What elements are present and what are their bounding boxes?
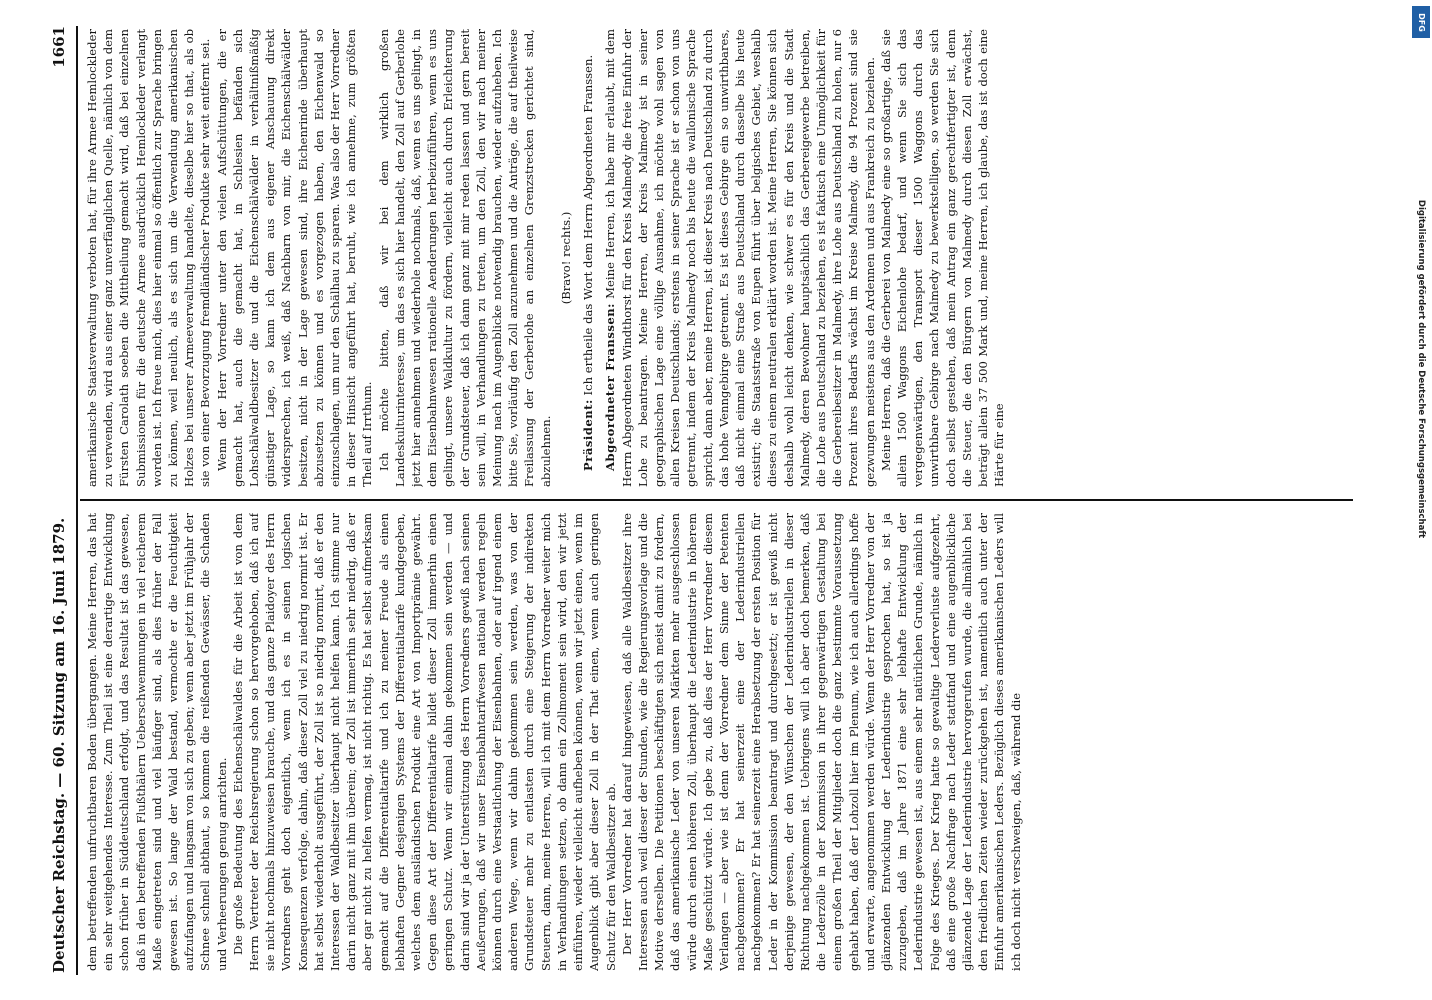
running-header: Deutscher Reichstag. — 60. Sitzung am 16. Juni 1879. (50, 517, 68, 973)
president-text: Ich ertheile das Wort dem Herrn Abgeordneten Franssen. (581, 54, 596, 396)
paragraph: Ich möchte bitten, daß wir bei dem wirklich großen Landeskulturinteresse, um das es sich hier handelt, den Zoll auf Gerberlohe jetzt hier annehmen und wiederhole nochmals, daß, wenn es uns gelingt, in dem Eisenbahnwesen rationelle Aenderungen herbeizuführen, wenn es uns gelingt, unsere Waldkultur zu fördern, vielleicht auch durch Erleichterung der Grundsteuer, daß ich dann ganz mit mir reden lassen und gern bereit sein will, in Verhandlungen zu treten, um den Zoll, den wir nach meiner Meinung nach im Augenblicke notwendig brauchen, wieder aufzuheben. Ich bitte Sie, vorläufig den Zoll anzunehmen und die Anträge, die auf theilweise Freilassung der Gerberlohe an einzelnen Grenzstrecken gerichtet sind, abzulehnen. (376, 29, 553, 487)
franssen-speaker-label: Abgeordneter Franssen: (603, 303, 618, 471)
column-divider (80, 499, 1353, 501)
paragraph: Die große Bedeutung des Eichenschälwaldes für die Arbeit ist von dem Herrn Vertreter der Reichsregierung schon so hervorgehoben, daß ich auf sie nicht nochmals hinzuweisen brauche, und das ganze Plaidoyer des Herrn Vorredners geht doch eigentlich, wenn ich es in seinen logischen Konsequenzen verfolge, dahin, daß dieser Zoll viel zu niedrig normirt ist. Er hat selbst wiederholt ausgeführt, der Zoll ist so niedrig normirt, daß er den Interessen der Waldbesitzer überhaupt nicht helfen kann. Ich stimme nur darin nicht ganz mit ihm überein; der Zoll ist immerhin sehr niedrig, daß er aber gar nicht zu helfen vermag, ist nicht richtig. Es hat selbst aufmerksam gemacht auf die Differentialtarife und ich zu meiner Freude als einen lebhaften Gegner desjenigen Systems der Differentialtarife kundgegeben, welches dem ausländischen Produkt eine Art von Importprämie gewährt. Gegen diese Art der Differentialtarife bildet dieser Zoll immerhin einen geringen Schutz. Wenn wir einmal dahin gekommen sein werden — und darin sind wir ja der Unterstützung des Herrn Vorredners gewiß nach seinen Aeußerungen, daß wir unser Eisenbahntarifwesen national werden regeln können durch eine Verstaatlichung der Eisenbahnen, oder auf irgend einem anderen Wege, wenn wir dahin gekommen sein werden, was von der Grundsteuer mehr zu entlasten durch eine Steigerung der indirekten Steuern, dann, meine Herren, will ich mit dem Herrn Vorredner weiter mich in Verhandlungen setzen, ob dann ein Zollmoment sein wird, den wir jetzt einführen, wieder vielleicht aufheben können, wenn wir jetzt einen, wenn im Augenblick gibt aber dieser Zoll in der That einen, wenn auch geringen Schutz für den Waldbesitzer ab. (230, 513, 618, 971)
paragraph: Meine Herren, daß die Gerberei von Malmedy eine so großartige, daß sie allein 1500 Waggons Eichenlohe bedarf, und wenn Sie sich das vergegenwärtigen, den Transport dieser 1500 Waggons durch das unwirthbare Gebirge nach Malmedy zu bewerkstelligen, so werden Sie sich doch selbst gestehen, daß mein Antrag ein ganz gerechtfertigter ist, denn die Steuer, die den Bürgern von Malmedy durch diesen Zoll erwächst, beträgt allein 37 500 Mark und, meine Herren, ich glaube, das ist doch eine Härte für eine (878, 29, 1007, 487)
paragraph: amerikanische Staatsverwaltung verboten hat, für ihre Armee Hemlockleder zu verwenden, wird aus einer ganz unverfänglichen Quelle, nämlich von dem Fürsten Carolath soeben die Mittheilung gemacht wird, daß bei einzelnen Submissionen für die deutsche Armee ausdrücklich Hemlockleder verlangt worden ist. Ich freue mich, dies hier einmal so öffentlich zur Sprache bringen zu können, weil neulich, als es sich um die Verwendung amerikanischen Holzes bei unserer Armeeverwaltung handelte, dieselbe hier so that, als ob sie von einer Bevorzugung fremdländischer Produkte sehr weit entfernt sei. (85, 29, 213, 487)
president-paragraph (580, 29, 596, 487)
franssen-paragraph (602, 29, 877, 487)
header-rule (76, 26, 78, 975)
digitization-credit (1414, 44, 1428, 694)
digitization-credit-text: Digitalisierung gefördert durch die Deutsche Forschungsgemeinschaft (1416, 199, 1427, 539)
page-number: 1661 (50, 26, 68, 68)
dfg-logo-badge (1412, 6, 1430, 38)
paragraph: dem betreffenden unfruchtbaren Boden übergangen. Meine Herren, das hat ein sehr weitgehendes Interesse. Zum Theil ist eine derartige Entwicklung schon früher in Süddeutschland erfolgt, und das Resultat ist das gewesen, daß in den betreffenden Flußthälern Ueberschwemmungen in viel reicherem Maße eingetreten sind und viel häufiger sind, als dies früher der Fall gewesen ist. So lange der Wald bestand, vermochte er die Feuchtigkeit aufzufangen und langsam von sich zu geben; wenn aber jetzt im Frühjahr der Schnee schnell abthaut, so kommen die reißenden Gewässer, die Schaden und Verheerungen genug anrichten. (85, 513, 229, 971)
paragraph: Der Herr Vorredner hat darauf hingewiesen, daß alle Waldbesitzer ihre Interessen auch weil dieser der Stunden, wie die Regierungsvorlage und die Motive derselben. Die Petitionen beschäftigten sich meist damit zu fordern, daß das amerikanische Leder von unseren Märkten mehr ausgeschlossen würde durch einen höheren Zoll, überhaupt die Lederindustrie in höherem Maße geschützt würde. Ich gebe zu, daß dies der Herr Vorredner diesem Verlangen — aber wie ist denn der Vorredner dem Sinne der Petenten nachgekommen? Er hat seinerzeit eine der Lederindustriellen nachgekommen? Er hat seinerzeit eine Herabsetzung der ersten Position für Leder in der Kommission beantragt und durchgesetzt; er ist gewiß nicht derjenige gewesen, der den Wünschen der Lederindustriellen in dieser Richtung nachgekommen ist. Uebrigens will ich aber doch bemerken, daß die Lederzölle in der Kommission in ihrer gegenwärtigen Gestaltung bei einem großen Theil der Mitglieder doch die ganz bestimmte Voraussetzung gehabt haben, daß der Lohzoll hier im Plenum, wie ich auch allerdings hoffe und erwarte, angenommen werden würde. Wenn der Herr Vorredner von der glänzenden Entwicklung der Lederindustrie gesprochen hat, so ist ja zuzugeben, daß im Jahre 1871 eine sehr lebhafte Entwicklung der Lederindustrie gewesen ist, aus einem sehr natürlichen Grunde, nämlich in Folge des Krieges. Der Krieg hatte so gewaltige Lederverluste aufgezehrt, daß eine große Nachfrage nach Leder stattfand und eine augenblickliche glänzende Lage der Lederindustrie hervorgerufen wurde, die allmählich bei den friedlichen Zeiten wieder zurückgehen ist, namentlich auch unter der Einfuhr amerikanischen Leders. Bezüglich dieses amerikanischen Leders will ich doch nicht verschweigen, daß, während die (619, 513, 1023, 971)
president-speaker-label: Präsident: (581, 399, 596, 471)
paragraph: Wenn der Herr Vorredner unter den vielen Aufschüttungen, die er gemacht hat, auch die gemacht hat, in Schlesien befänden sich Lohschälwaldbesitzer die und die Eichenschälwälder in verhältnißmäßig günstiger Lage, so kann ich dem aus eigener Anschauung direkt widersprechen, ich weiß, daß Nachbarn von mir, die Eichenschälwälder besitzen, nicht in der Lage gewesen sind, ihre Eichenrinde überhaupt abzusetzen zu können und es vorgezogen haben, den Eichenwald so einzuschlagen, um nur den Schälhau zu sparen. Was also der Herr Vorredner in dieser Hinsicht angeführt hat, beruht, wie ich annehme, zum größten Theil auf Irrthum. (214, 29, 375, 487)
franssen-text: Meine Herren, ich habe mir erlaubt, mit dem Herrn Abgeordneten Windthorst für den Kreis Malmedy die freie Einfuhr der Lohe zu beantragen. Meine Herren, der Kreis Malmedy ist in seiner geographischen Lage eine völlige Ausnahme, ich möchte wohl sagen von allen Kreisen Deutschlands; erstens in seiner Sprache ist er schon von uns getrennt, indem der Kreis Malmedy noch bis heute die wallonische Sprache spricht, dann aber, meine Herren, ist dieser Kreis nach Deutschland zu durch das hohe Venngebirge getrennt. Es ist dieses Gebirge ein so unwirthbares, daß nicht einmal eine Straße aus Deutschland durch dasselbe bis heute existirt; die Staatsstraße von Eupen führt über belgisches Gebiet, weshalb dieses zu einem neutralen erklärt worden ist. Meine Herren, Sie können sich deshalb wohl leicht denken, wie schwer es für den Kreis und die Stadt Malmedy, deren Bewohner hauptsächlich das Gerbereigewerbe betreiben, die Lohe aus Deutschland zu beziehen, es ist faktisch eine Unmöglichkeit für die Gerbereibesitzer in Malmedy, ihre Lohe aus Deutschland zu holen, nur 6 Prozent ihres Bedarfs wächst im Kreise Malmedy, die 94 Prozent sind sie gezwungen meistens aus den Ardennen und aus Frankreich zu beziehen. (603, 29, 877, 487)
rotated-document-page (38, 18, 1383, 983)
dfg-badge-text: DFG (1416, 12, 1426, 32)
left-column (84, 513, 1357, 971)
applause-note: (Bravo! rechts.) (558, 211, 573, 305)
right-column (84, 29, 1357, 487)
